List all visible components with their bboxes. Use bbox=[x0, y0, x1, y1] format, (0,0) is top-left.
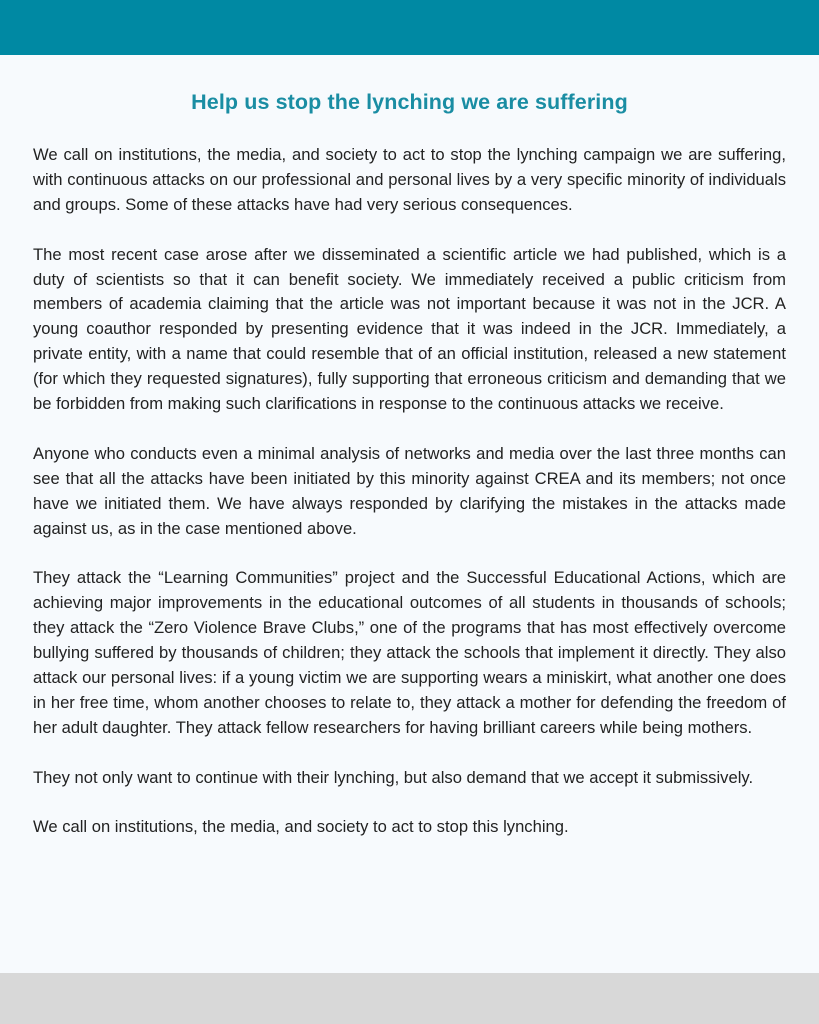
paragraph-recent-case: The most recent case arose after we disseminated a scientific article we had published, which is a duty of scientists so that it can benefit society. We immediately received a public criticism from members of academia claiming that the article was not important because it was not in the JCR. A young coauthor responded by presenting evidence that it was indeed in the JCR. Immediately, a private entity, with a name that could resemble that of an official institution, released a new statement (for which they requested signatures), fully supporting that erroneous criticism and demanding that we be forbidden from making such clarifications in response to the continuous attacks we receive. bbox=[33, 244, 786, 414]
header-bar bbox=[0, 0, 819, 55]
paragraph-call-to-action: We call on institutions, the media, and society to act to stop the lynching campaign we are suffering, with continuous attacks on our professional and personal lives by a very specific minority of individuals and groups. Some of these attacks have had very serious consequences. bbox=[33, 145, 786, 214]
document-title: Help us stop the lynching we are suffering bbox=[191, 90, 628, 114]
paragraph-submission: They not only want to continue with their lynching, but also demand that we accept it submissively. bbox=[33, 767, 754, 787]
paragraph-attacks: They attack the “Learning Communities” project and the Successful Educational Actions, which are achieving major improvements in the educational outcomes of all students in thousands of schools; they attack the “Zero Violence Brave Clubs,” one of the programs that has most effectively overcome bullying suffered by thousands of children; they attack the schools that implement it directly. They also attack our personal lives: if a young victim we are supporting wears a miniskirt, what another one does in her free time, whom another chooses to relate to, they attack a mother for defending the freedom of her adult daughter. They attack fellow researchers for having brilliant careers while being mothers. bbox=[33, 568, 786, 737]
paragraph-analysis: Anyone who conducts even a minimal analysis of networks and media over the last three months can see that all the attacks have been initiated by this minority against CREA and its members; not once have we initiated them. We have always responded by clarifying the mistakes in the attacks made against us, as in the case mentioned above. bbox=[33, 443, 786, 538]
footer-bar bbox=[0, 973, 819, 1024]
paragraph-closing: We call on institutions, the media, and society to act to stop this lynching. bbox=[33, 817, 569, 837]
document-body bbox=[33, 143, 786, 840]
